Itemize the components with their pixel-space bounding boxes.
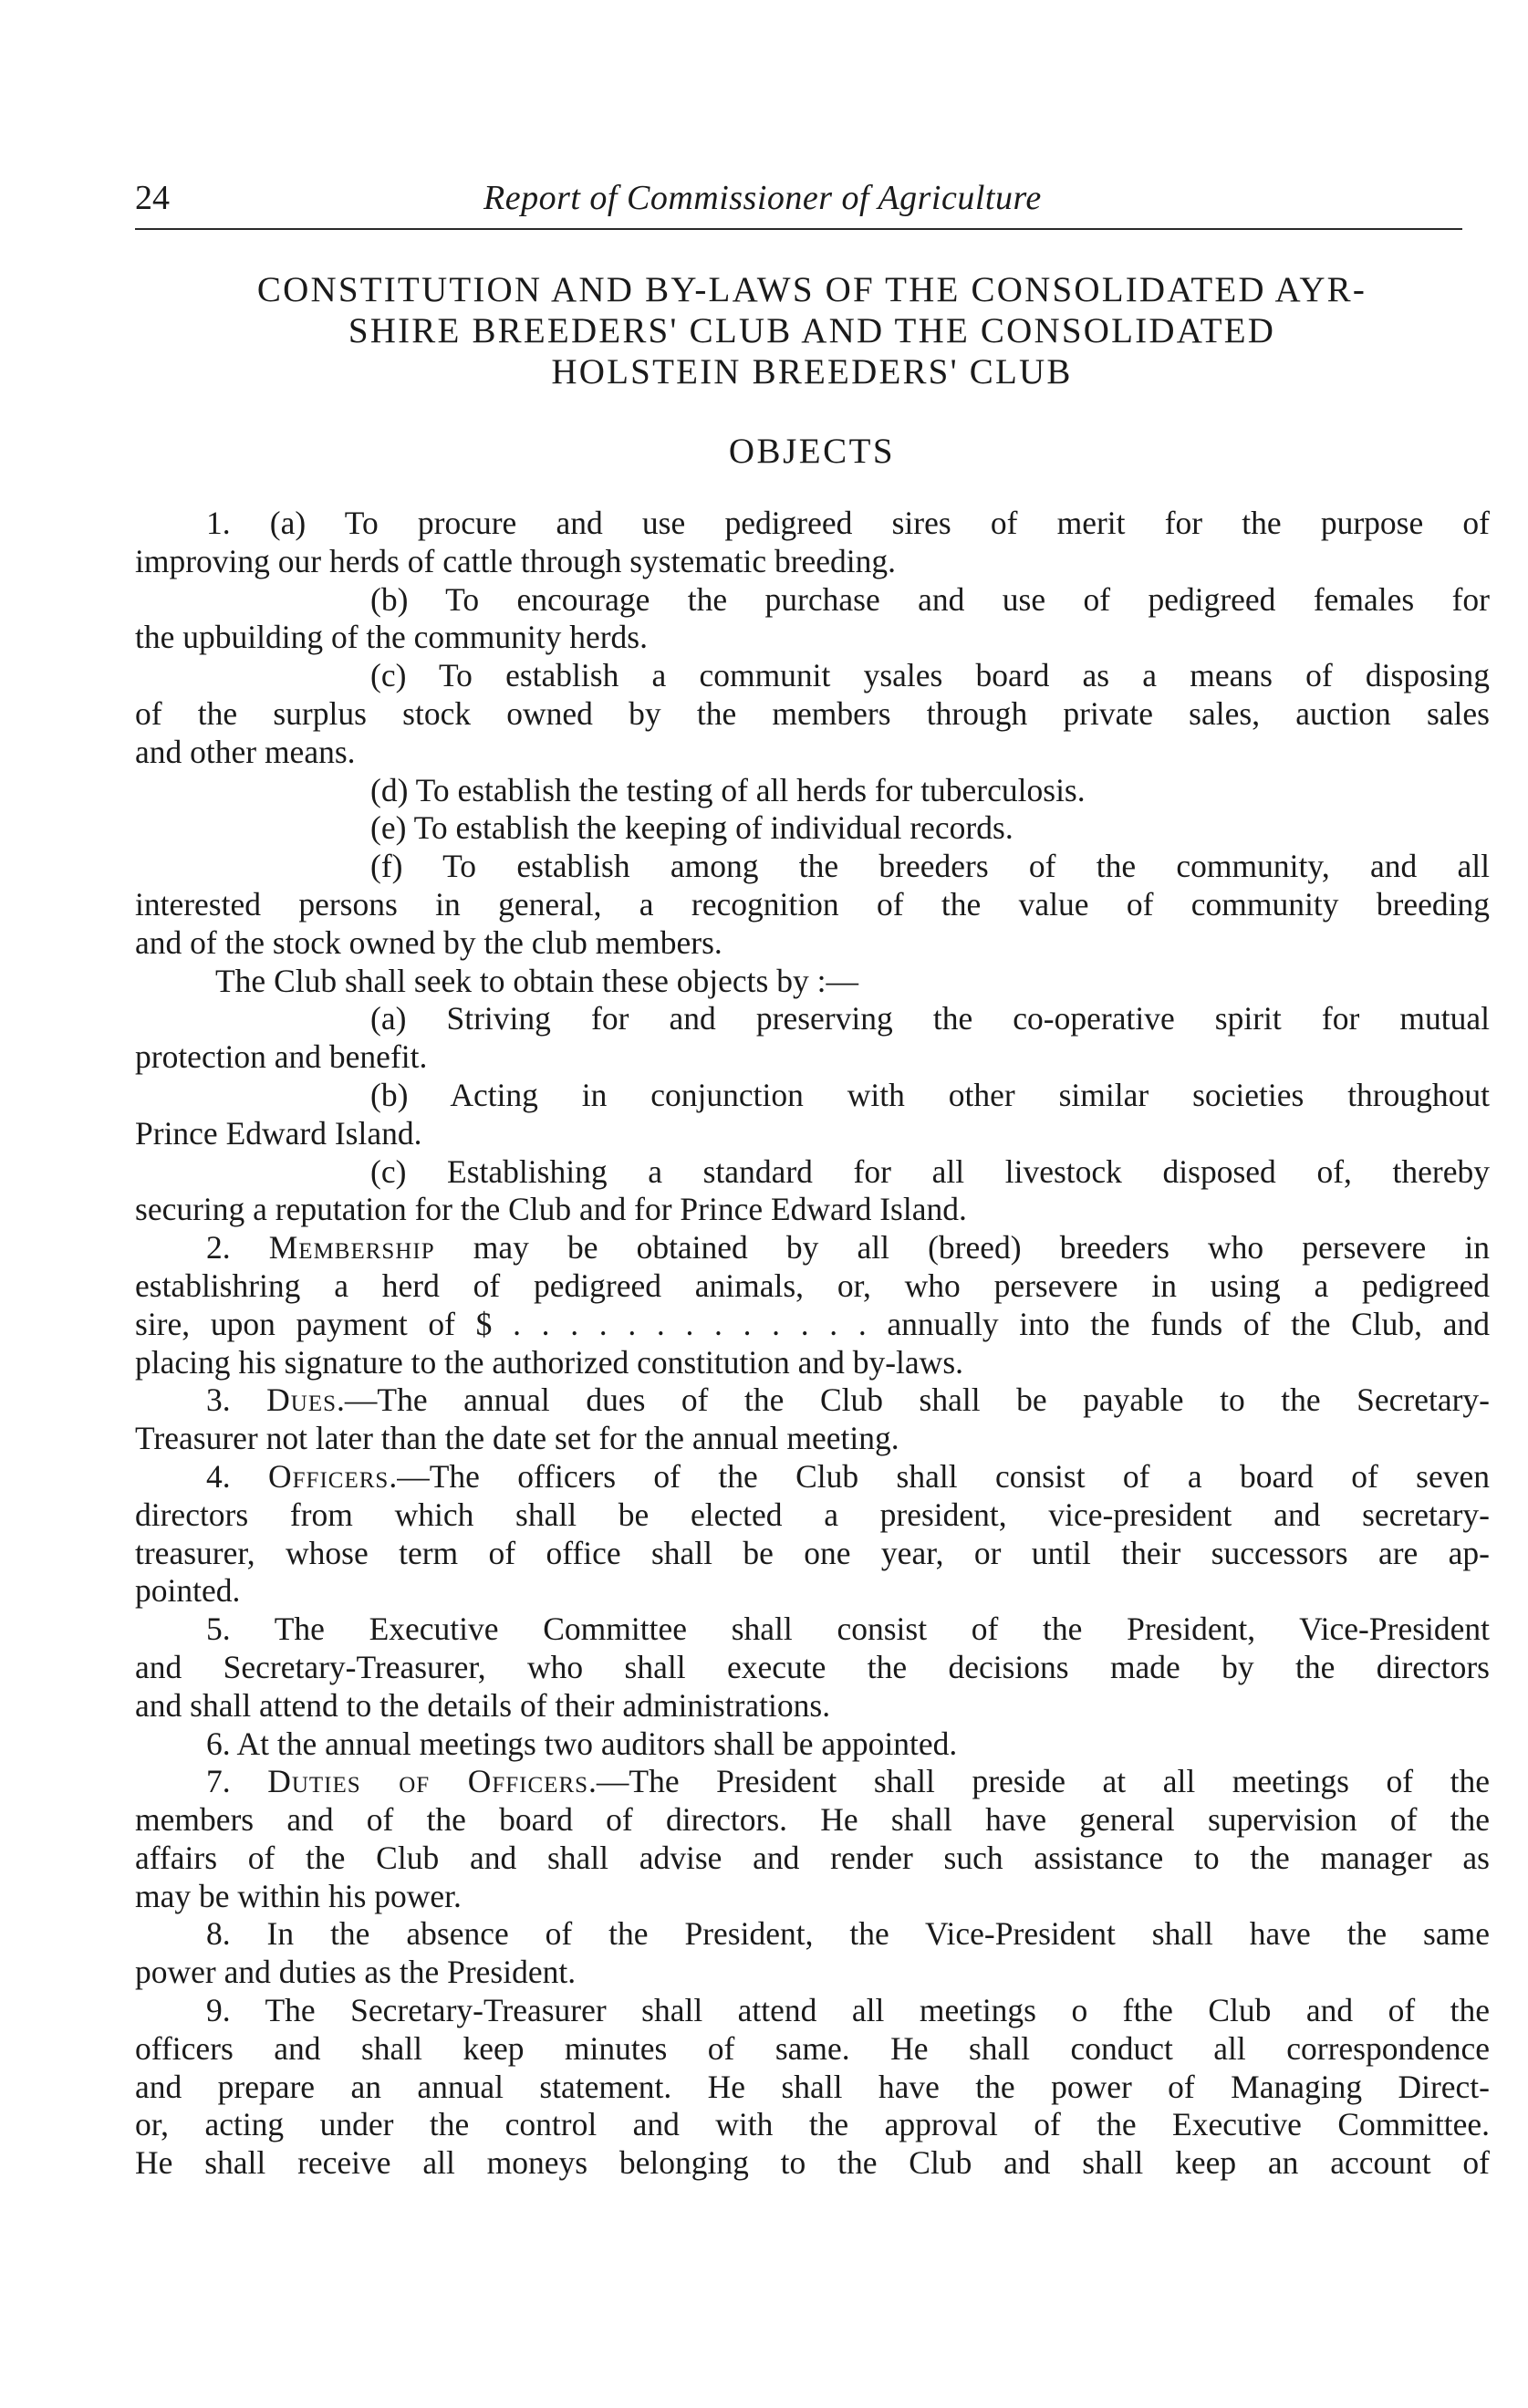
run-text: 2. — [206, 1229, 269, 1267]
run-text: 5. The Executive Committee shall consist of the President, Vice-President — [206, 1611, 1490, 1648]
text-line — [135, 657, 1490, 695]
text-line — [135, 1725, 1490, 1764]
run-text: protection and benefit. — [135, 1038, 428, 1076]
text-line — [135, 1954, 1490, 1992]
text-line — [135, 1763, 1490, 1801]
run-text: and prepare an annual statement. He shall have the power of Managing Direct- — [135, 2068, 1490, 2105]
run-text: (e) To establish the keeping of individual records. — [370, 809, 1013, 847]
run-text: The Club shall seek to obtain these objects by :— — [215, 962, 858, 999]
text-line — [135, 1687, 1490, 1725]
run-heading-smallcaps: Membership — [268, 1229, 435, 1267]
text-line — [135, 1267, 1490, 1306]
run-text: or, acting under the control and with the approval of the Executive Committee. — [135, 2106, 1490, 2143]
text-line — [135, 924, 1490, 963]
title-line: CONSTITUTION AND BY-LAWS OF THE CONSOLIDATED AYR- — [256, 270, 1367, 309]
run-text: Treasurer not later than the date set for the annual meeting. — [135, 1420, 899, 1457]
run-text: and other means. — [135, 733, 356, 770]
run-text: 8. In the absence of the President, the Vice-President shall have the same — [206, 1915, 1490, 1953]
run-text: securing a reputation for the Club and for Prince Edward Island. — [135, 1191, 967, 1228]
text-line — [135, 581, 1490, 620]
run-text: (b) To encourage the purchase and use of pedigreed females for — [370, 580, 1490, 618]
run-text: He shall receive all moneys belonging to the Club and shall keep an account of — [135, 2144, 1490, 2182]
run-text: 3. — [206, 1381, 267, 1419]
text-line — [135, 1572, 1490, 1611]
run-text: 9. The Secretary-Treasurer shall attend all meetings o fthe Club and of the — [206, 1992, 1490, 2029]
text-line — [135, 772, 1490, 810]
page-number: 24 — [135, 179, 170, 217]
run-text: and Secretary-Treasurer, who shall execute the decisions made by the directors — [135, 1648, 1490, 1685]
text-line — [135, 848, 1490, 886]
title-line: HOLSTEIN BREEDERS' CLUB — [551, 352, 1073, 391]
run-text: sire, upon payment of $ . . . . . . . . . . . . . annually into the funds of the Club, and — [135, 1305, 1490, 1342]
text-line — [135, 1381, 1490, 1420]
text-line — [135, 1153, 1490, 1192]
run-heading-smallcaps: Duties of Officers — [267, 1763, 589, 1800]
text-line — [135, 1344, 1490, 1382]
title-line: SHIRE BREEDERS' CLUB AND THE CONSOLIDATED — [348, 311, 1276, 350]
text-line — [135, 809, 1490, 848]
run-text: (c) To establish a communit ysales board as a means of disposing — [370, 657, 1490, 694]
run-heading-smallcaps: Dues — [266, 1381, 338, 1419]
text-line — [135, 1611, 1490, 1649]
text-line — [135, 1801, 1490, 1840]
run-text: interested persons in general, a recognition of the value of community breeding — [135, 885, 1490, 923]
text-line — [135, 2069, 1490, 2107]
document-title — [128, 269, 1496, 392]
text-line — [135, 1000, 1490, 1038]
run-text: and of the stock owned by the club members. — [135, 923, 722, 961]
run-text: 1. (a) To procure and use pedigreed sires of merit for the purpose of — [206, 505, 1490, 541]
text-line — [135, 1191, 1490, 1229]
text-line — [135, 505, 1490, 543]
run-text: treasurer, whose term of office shall be one year, or until their successors are ap- — [135, 1534, 1490, 1571]
run-text: (f) To establish among the breeders of the community, and all — [370, 848, 1490, 885]
text-line — [135, 619, 1490, 657]
text-line — [135, 543, 1490, 581]
run-text: and shall attend to the details of their administrations. — [135, 1686, 831, 1724]
text-line — [135, 2106, 1490, 2144]
text-line — [135, 2144, 1490, 2183]
run-text: affairs of the Club and shall advise and render such assistance to the manager as — [135, 1839, 1490, 1876]
run-text: establishring a herd of pedigreed animals, or, who persevere in using a pedigreed — [135, 1267, 1490, 1304]
run-text: of the surplus stock owned by the members through private sales, auction sales — [135, 694, 1490, 732]
text-line — [135, 1306, 1490, 1344]
text-line — [135, 695, 1490, 734]
text-line — [135, 1038, 1490, 1077]
run-text: Prince Edward Island. — [135, 1114, 422, 1152]
run-text: .—The officers of the Club shall consist of a board of seven — [389, 1457, 1490, 1495]
run-text: may be obtained by all (breed) breeders who persevere in — [434, 1229, 1490, 1267]
run-text: members and of the board of directors. He shall have general supervision of the — [135, 1801, 1490, 1839]
text-line — [135, 1496, 1490, 1535]
running-header — [135, 175, 1494, 221]
run-text: (d) To establish the testing of all herds for tuberculosis. — [370, 771, 1086, 808]
run-text: pointed. — [135, 1572, 241, 1610]
run-text: .—The President shall preside at all meetings of the — [588, 1763, 1490, 1800]
text-line — [135, 886, 1490, 924]
text-line — [135, 1915, 1490, 1954]
text-line — [135, 734, 1490, 772]
header-rule — [135, 228, 1462, 230]
run-text: power and duties as the President. — [135, 1954, 577, 1991]
run-text: directors from which shall be elected a president, vice-president and secretary- — [135, 1496, 1490, 1533]
run-text: (c) Establishing a standard for all livestock disposed of, thereby — [370, 1152, 1490, 1190]
text-line — [135, 1840, 1490, 1878]
run-text: (b) Acting in conjunction with other similar societies throughout — [370, 1076, 1490, 1113]
text-line — [135, 2030, 1490, 2069]
running-title: Report of Commissioner of Agriculture — [483, 179, 1042, 217]
run-text: improving our herds of cattle through systematic breeding. — [135, 542, 897, 579]
text-line — [135, 1992, 1490, 2030]
text-line — [135, 1077, 1490, 1115]
run-text: (a) Striving for and preserving the co-operative spirit for mutual — [370, 1000, 1490, 1037]
run-text: officers and shall keep minutes of same. He shall conduct all correspondence — [135, 2029, 1490, 2067]
text-line — [135, 1649, 1490, 1687]
run-text: the upbuilding of the community herds. — [135, 619, 649, 656]
text-line — [135, 963, 1490, 1001]
run-heading-smallcaps: Officers — [268, 1457, 390, 1495]
text-line — [135, 1535, 1490, 1573]
run-text: 6. At the annual meetings two auditors shall be appointed. — [206, 1725, 958, 1762]
text-line — [135, 1420, 1490, 1458]
text-line — [135, 1878, 1490, 1916]
run-text: 4. — [206, 1457, 269, 1495]
text-line — [135, 1458, 1490, 1496]
run-text: 7. — [206, 1763, 268, 1800]
run-text: placing his signature to the authorized constitution and by-laws. — [135, 1343, 964, 1381]
text-line — [135, 1229, 1490, 1267]
text-line — [135, 1115, 1490, 1153]
run-text: .—The annual dues of the Club shall be payable to the Secretary- — [337, 1381, 1490, 1419]
section-heading: OBJECTS — [728, 432, 896, 471]
run-text: may be within his power. — [135, 1877, 462, 1914]
body-text — [135, 505, 1490, 2183]
